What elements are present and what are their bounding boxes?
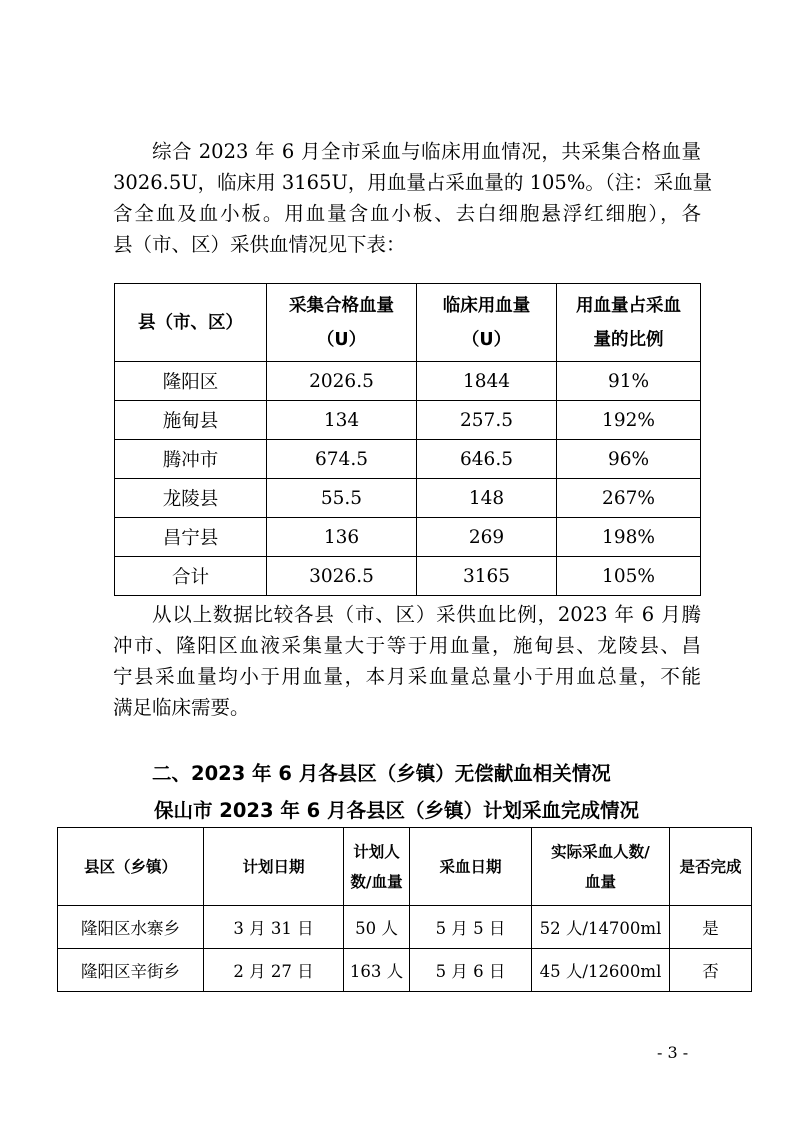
- table-cell: 隆阳区水寨乡: [58, 906, 204, 949]
- analysis-line: 宁县采血量均小于用血量，本月采血量总量小于用血总量，不能: [113, 665, 701, 688]
- column-header: 用血量占采血量的比例: [557, 284, 701, 362]
- table-title: 保山市 2023 年 6 月各县区（乡镇）计划采血完成情况: [154, 799, 639, 822]
- page-number: - 3 -: [657, 1043, 689, 1062]
- analysis-paragraph: [113, 599, 701, 723]
- table-cell: 50 人: [344, 906, 410, 949]
- table-row: [115, 401, 701, 440]
- table-cell: 52 人/14700ml: [532, 906, 670, 949]
- table-cell: 隆阳区: [115, 362, 267, 401]
- table-cell: 91%: [557, 362, 701, 401]
- column-header: 计划日期: [204, 828, 344, 906]
- table-cell: 是: [670, 906, 752, 949]
- intro-line: 综合 2023 年 6 月全市采血与临床用血情况，共采集合格血量: [152, 140, 701, 163]
- table-cell: 昌宁县: [115, 518, 267, 557]
- intro-line: 县（市、区）采供血情况见下表：: [113, 233, 406, 256]
- table-cell: 5 月 6 日: [410, 949, 532, 992]
- table-cell: 3 月 31 日: [204, 906, 344, 949]
- table-cell: 2 月 27 日: [204, 949, 344, 992]
- table-cell: 267%: [557, 479, 701, 518]
- table-cell: 3026.5: [267, 557, 417, 596]
- table-cell: 163 人: [344, 949, 410, 992]
- table-row: [115, 362, 701, 401]
- intro-line: 含全血及血小板。用血量含血小板、去白细胞悬浮红细胞），各: [113, 202, 701, 225]
- analysis-line: 从以上数据比较各县（市、区）采供血比例，2023 年 6 月腾: [152, 603, 701, 626]
- table-cell: 646.5: [417, 440, 557, 479]
- table-row-total: [115, 557, 701, 596]
- table-cell: 施甸县: [115, 401, 267, 440]
- column-header: 是否完成: [670, 828, 752, 906]
- blood-supply-table: [114, 283, 701, 596]
- column-header: 实际采血人数/血量: [532, 828, 670, 906]
- table-cell: 148: [417, 479, 557, 518]
- table-cell: 2026.5: [267, 362, 417, 401]
- table-cell: 198%: [557, 518, 701, 557]
- table-cell: 269: [417, 518, 557, 557]
- analysis-line: 满足临床需要。: [113, 696, 250, 719]
- column-header: 县区（乡镇）: [58, 828, 204, 906]
- table-cell: 3165: [417, 557, 557, 596]
- table-cell: 45 人/12600ml: [532, 949, 670, 992]
- table-row: [58, 949, 752, 992]
- table-cell: 96%: [557, 440, 701, 479]
- table-cell: 5 月 5 日: [410, 906, 532, 949]
- table-cell: 合计: [115, 557, 267, 596]
- column-header: 采集合格血量（U）: [267, 284, 417, 362]
- table-header-row: [115, 284, 701, 362]
- table-row: [115, 479, 701, 518]
- table-cell: 龙陵县: [115, 479, 267, 518]
- table-header-row: [58, 828, 752, 906]
- table-cell: 136: [267, 518, 417, 557]
- table-row: [58, 906, 752, 949]
- intro-line: 3026.5U，临床用 3165U，用血量占采血量的 105%。（注：采血量: [113, 171, 713, 194]
- table-row: [115, 440, 701, 479]
- table-cell: 134: [267, 401, 417, 440]
- table-cell: 105%: [557, 557, 701, 596]
- table-cell: 隆阳区辛街乡: [58, 949, 204, 992]
- table-cell: 674.5: [267, 440, 417, 479]
- table-row: [115, 518, 701, 557]
- column-header: 计划人数/血量: [344, 828, 410, 906]
- column-header: 采血日期: [410, 828, 532, 906]
- column-header: 县（市、区）: [115, 284, 267, 362]
- blood-collection-plan-table: [57, 827, 752, 992]
- column-header: 临床用血量（U）: [417, 284, 557, 362]
- table-cell: 257.5: [417, 401, 557, 440]
- section-heading: 二、2023 年 6 月各县区（乡镇）无偿献血相关情况: [152, 762, 611, 785]
- table-cell: 1844: [417, 362, 557, 401]
- table-cell: 55.5: [267, 479, 417, 518]
- table-cell: 腾冲市: [115, 440, 267, 479]
- intro-paragraph: [113, 136, 713, 260]
- analysis-line: 冲市、隆阳区血液采集量大于等于用血量，施甸县、龙陵县、昌: [113, 634, 701, 657]
- table-cell: 192%: [557, 401, 701, 440]
- table-cell: 否: [670, 949, 752, 992]
